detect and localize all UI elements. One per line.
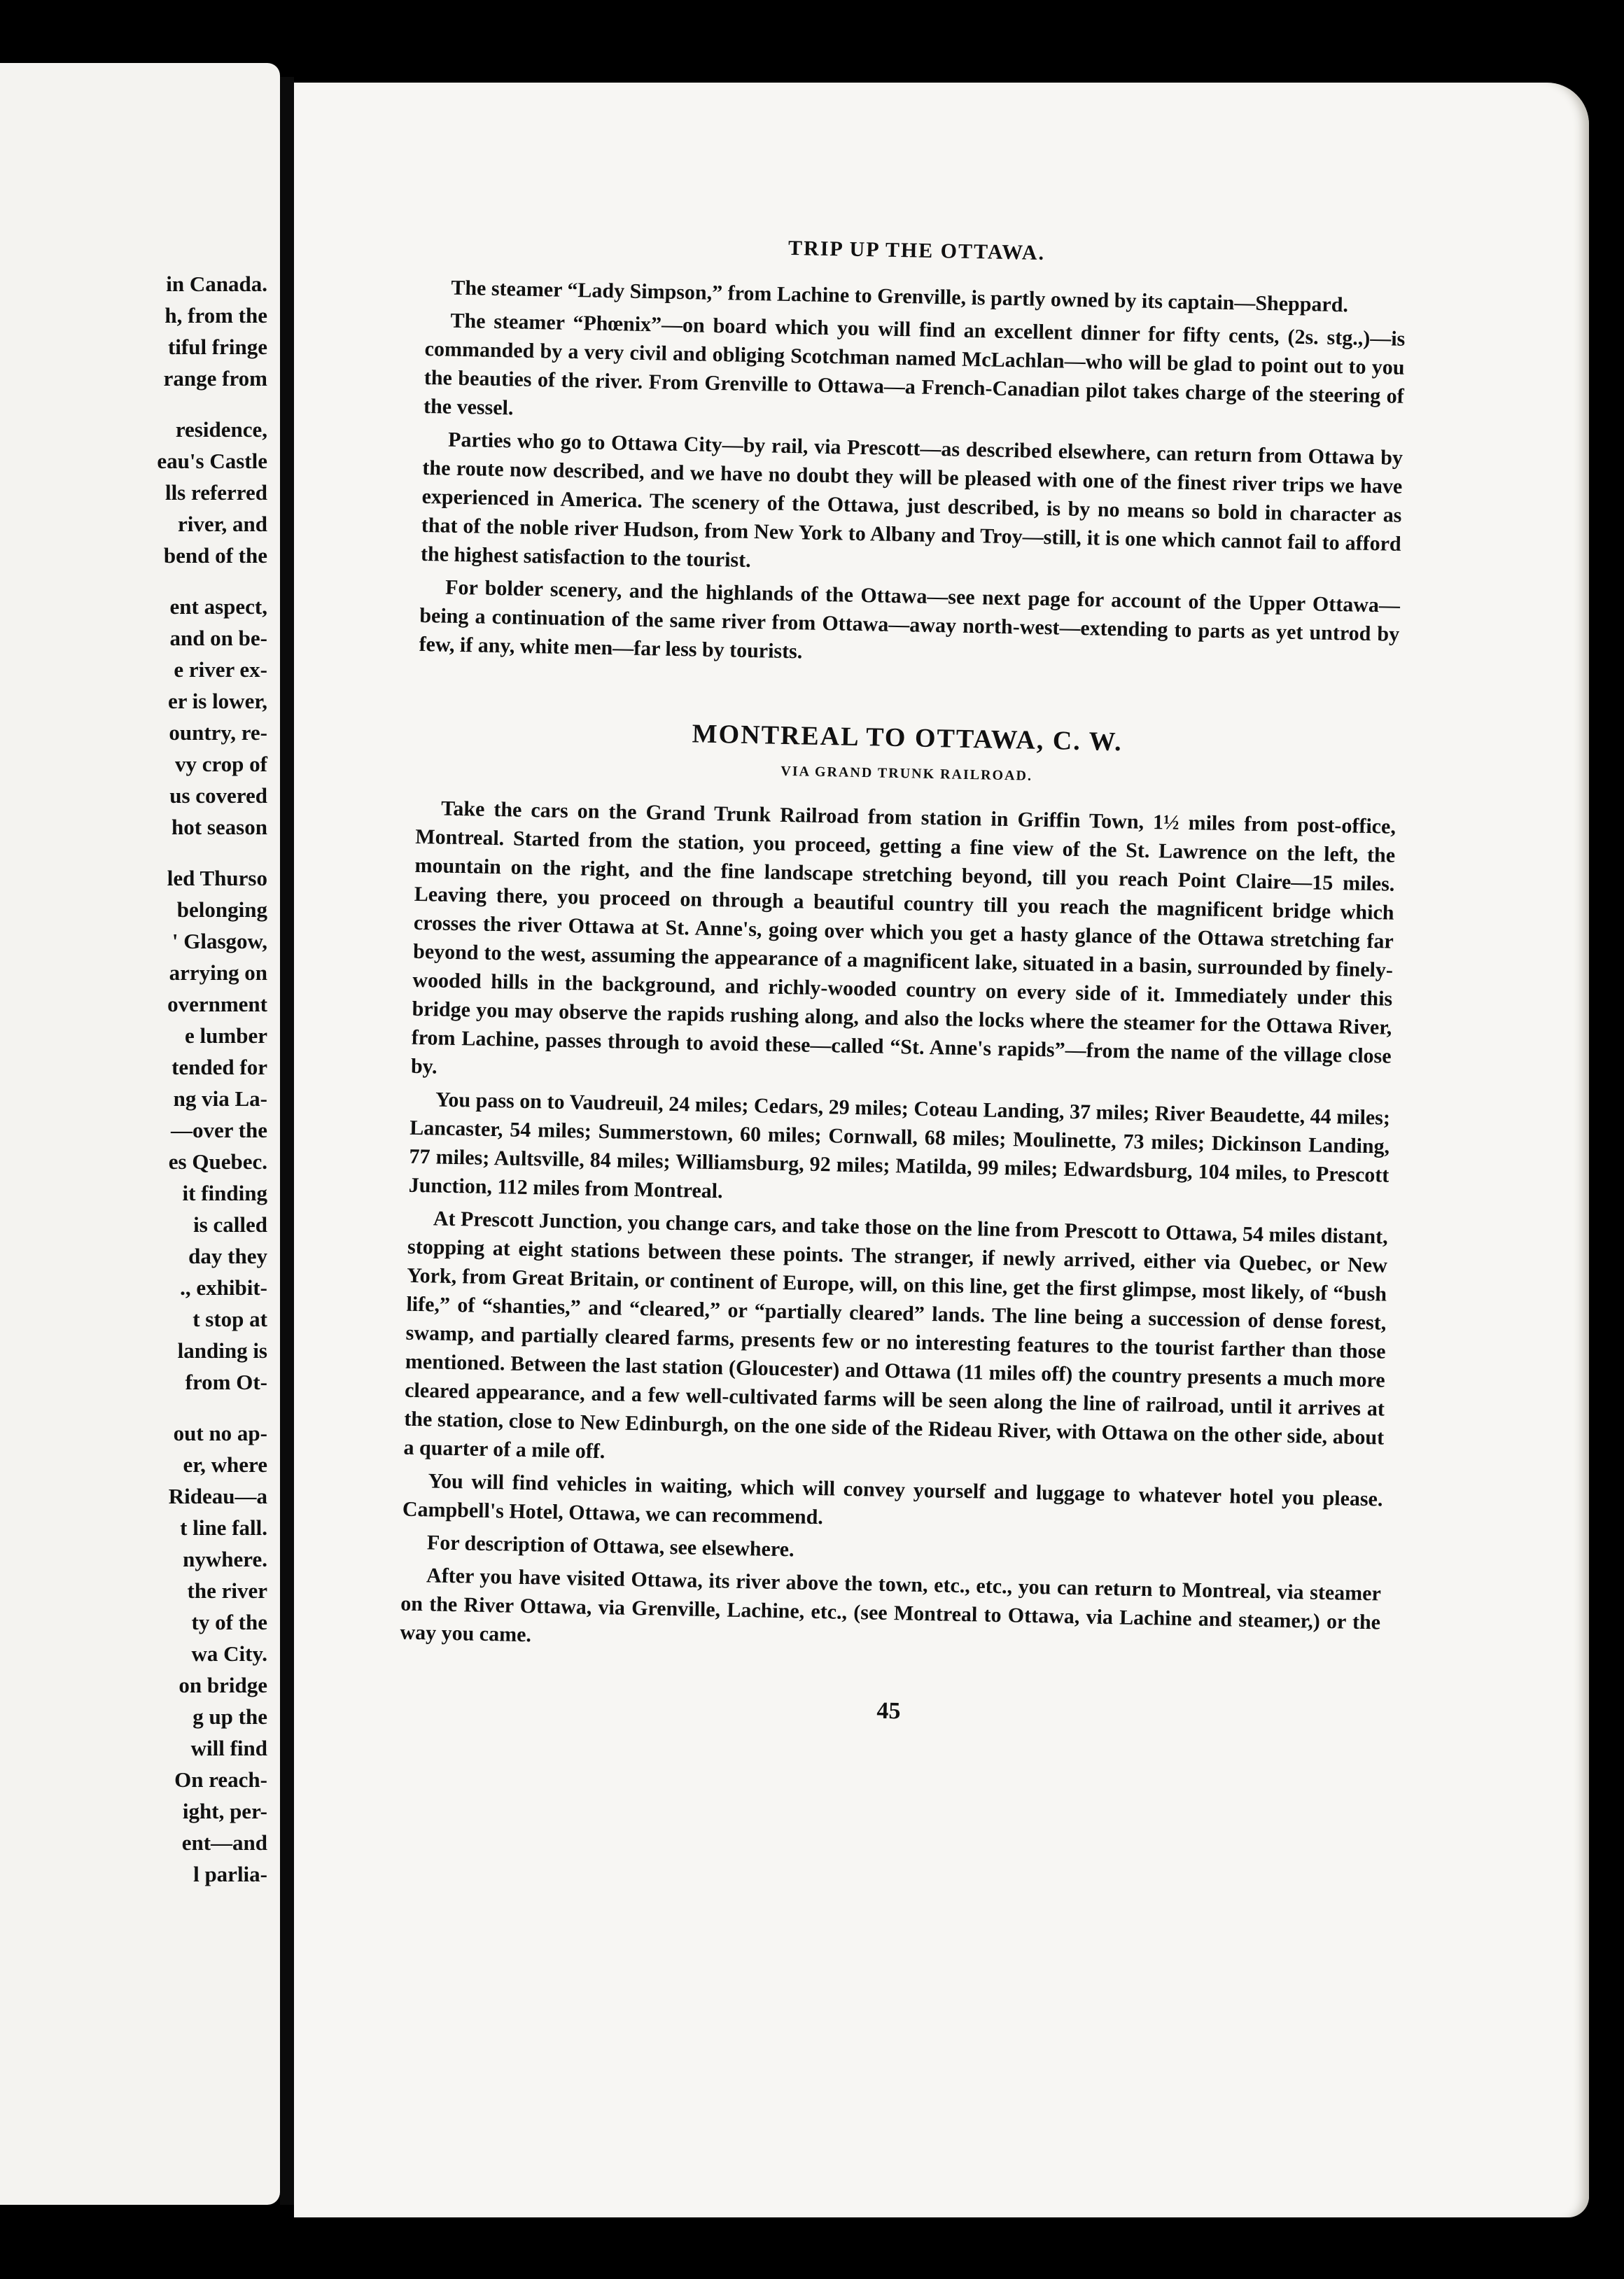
left-page-line: h, from the — [164, 303, 267, 328]
paragraph: The steamer “Phœnix”—on board which you will find an excellent dinner for fifty cents, (2s. stg.,)—is commanded by a very civil and obliging Scotchman named McLachlan—who will be glad to point out to you the beauties of the river. From Grenville to Ottawa—a French-Canadian pilot takes charge of the steering of the vessel. — [423, 309, 1406, 420]
left-page-line: in Canada. — [166, 272, 267, 296]
left-page-line: landing is — [177, 1338, 267, 1363]
left-page-line: out no ap- — [173, 1421, 267, 1445]
left-page-line: tended for — [172, 1055, 267, 1079]
left-page-line: river, and — [177, 512, 267, 536]
paragraph: The steamer “Lady Simpson,” from Lachine to Grenville, is partly owned by its captain—Sheppard. — [451, 276, 1349, 317]
paragraph: You pass on to Vaudreuil, 24 miles; Cedars, 29 miles; Coteau Landing, 37 miles; River Beaudette, 44 miles; Lancaster, 54 miles; Summerstown, 60 miles; Cornwall, 68 miles; Moulinette, 73 miles; Dickinson Landing, 77 miles; Aultsville, 84 miles; Williamsburg, 92 miles; Matilda, 99 miles; Edwardsburg, 104 miles, to Prescott Junction, 112 miles from Montreal. — [408, 1088, 1391, 1203]
left-page-line: ent aspect, — [169, 594, 267, 619]
section-title-trip: TRIP UP THE OTTAWA. — [788, 236, 1046, 265]
left-page-line: e lumber — [185, 1023, 267, 1048]
montreal-body — [400, 794, 1396, 1666]
left-page-line: lls referred — [164, 480, 267, 505]
left-page-line: us covered — [169, 783, 267, 808]
left-page-line: led Thurso — [167, 866, 267, 890]
left-page-line: vy crop of — [174, 752, 267, 776]
left-page-line: t stop at — [192, 1307, 267, 1331]
left-page-line: arrying on — [169, 960, 267, 985]
left-page-line: from Ot- — [185, 1370, 267, 1394]
left-page-line: wa City. — [191, 1641, 267, 1666]
paragraph: Take the cars on the Grand Trunk Railroad from station in Griffin Town, 1½ miles from post-office, Montreal. Started from the station, you proceed, getting a fine view of the St. Lawrence on the left, the mountain on the right, and the fine landscape stretching beyond, till you reach Point Claire—15 miles. Leaving there, you proceed on through a beautiful country till you reach the magnificent bridge which crosses the river Ottawa at St. Anne's, going over which you get a hasty glance of the Ottawa stretching far beyond to the west, assuming the appearance of a magnificent lake, situated in a basin, surrounded by finely-wooded hills in the background, and richly-wooded country on every side of it. Immediately under this bridge you may observe the rapids rushing along, and also the locks where the steamer for the Ottawa River, from Lachine, passes through to avoid these—called “St. Anne's rapids”—from the name of the village close by. — [410, 797, 1396, 1079]
section-subtitle: VIA GRAND TRUNK RAILROAD. — [780, 763, 1033, 784]
page-number: 45 — [876, 1697, 901, 1725]
trip-body — [419, 273, 1406, 678]
left-page-line: g up the — [192, 1704, 267, 1729]
left-page-line: ., exhibit- — [180, 1275, 267, 1300]
paragraph: Parties who go to Ottawa City—by rail, via Prescott—as described elsewhere, can return from Ottawa by the route now described, and we have no doubt they will be pleased with one of the finest river trips we have experienced in America. The scenery of the Ottawa, just described, is by no means so bold in character as that of the noble river Hudson, from New York to Albany and Troy—still, it is one which cannot fail to afford the highest satisfaction to the tourist. — [420, 428, 1404, 572]
left-page-line: ountry, re- — [169, 720, 267, 745]
left-page-line: l parlia- — [193, 1862, 267, 1886]
left-page-line: nywhere. — [183, 1547, 267, 1571]
left-page-line: —over the — [170, 1118, 267, 1142]
left-page-line: t line fall. — [180, 1515, 267, 1540]
left-page-line: ty of the — [191, 1610, 267, 1634]
left-page-line: ight, per- — [182, 1799, 267, 1823]
left-page-line: the river — [187, 1578, 267, 1603]
left-page-line: tiful fringe — [167, 335, 267, 359]
page-content — [398, 230, 1406, 1734]
right-page — [294, 83, 1589, 2217]
left-page-line: it finding — [182, 1181, 267, 1205]
left-page-line: and on be- — [169, 626, 267, 650]
left-page-line: es Quebec. — [168, 1149, 267, 1174]
left-page-line: e river ex- — [174, 657, 267, 682]
left-page-line: er is lower, — [167, 689, 267, 713]
left-page-fragment — [0, 63, 280, 2205]
left-page-line: ng via La- — [173, 1086, 267, 1111]
left-page-line: bend of the — [163, 543, 267, 568]
left-page-line: hot season — [172, 815, 267, 839]
paragraph: After you have visited Ottawa, its river above the town, etc., etc., you can return to Montreal, via steamer on the River Ottawa, via Grenville, Lachine, etc., (see Montreal to Ottawa, via Lachine and steamer,) or the way you came. — [400, 1564, 1382, 1647]
left-page-line: eau's Castle — [157, 449, 267, 473]
left-page-line: On reach- — [174, 1767, 267, 1792]
paragraph: At Prescott Junction, you change cars, and take those on the line from Prescott to Ottawa, 54 miles distant, stopping at eight stations between these points. The stranger, if newly arrived, either via Quebec, or New York, from Great Britain, or continent of Europe, will, on this line, get the first glimpse, most likely, of “bush life,” of “shanties,” and “cleared,” or “partially cleared” lands. The line being a succession of dense forest, swamp, and partially cleared farms, presents few or no interesting features to the tourist farther than those mentioned. Between the last station (Gloucester) and Ottawa (11 miles off) the country presents a much more cleared appearance, and a few well-cultivated farms will be seen along the line of railroad, until it arrives at the station, close to New Edinburgh, on the one side of the Rideau River, with Ottawa on the other side, about a quarter of a mile off. — [403, 1207, 1388, 1464]
left-page-line: is called — [193, 1212, 267, 1237]
book-gutter — [280, 77, 294, 2205]
left-page-line: residence, — [175, 417, 267, 442]
paragraph: For description of Ottawa, see elsewhere. — [426, 1531, 794, 1562]
left-page-line: belonging — [176, 897, 267, 922]
paragraph: For bolder scenery, and the highlands of the Ottawa—see next page for account of the Upper Ottawa—being a continuation of the same river from Ottawa—away north-west—extending to parts as yet untrod by few, if any, white men—far less by tourists. — [419, 575, 1401, 664]
left-page-line: overnment — [167, 992, 267, 1016]
left-page-line: range from — [163, 366, 267, 391]
section-title-montreal: MONTREAL TO OTTAWA, C. W. — [692, 719, 1123, 757]
left-page-line: ' Glasgow, — [172, 929, 267, 953]
left-page-line: day they — [188, 1244, 267, 1268]
left-page-line: ent—and — [181, 1830, 267, 1855]
left-page-line: er, where — [183, 1452, 267, 1477]
paragraph: You will find vehicles in waiting, which will convey yourself and luggage to whatever hotel you please. Campbell's Hotel, Ottawa, we can recommend. — [402, 1469, 1383, 1529]
left-page-line: will find — [190, 1736, 267, 1760]
left-page-line: on bridge — [178, 1673, 267, 1697]
left-page-line: Rideau—a — [168, 1484, 267, 1508]
